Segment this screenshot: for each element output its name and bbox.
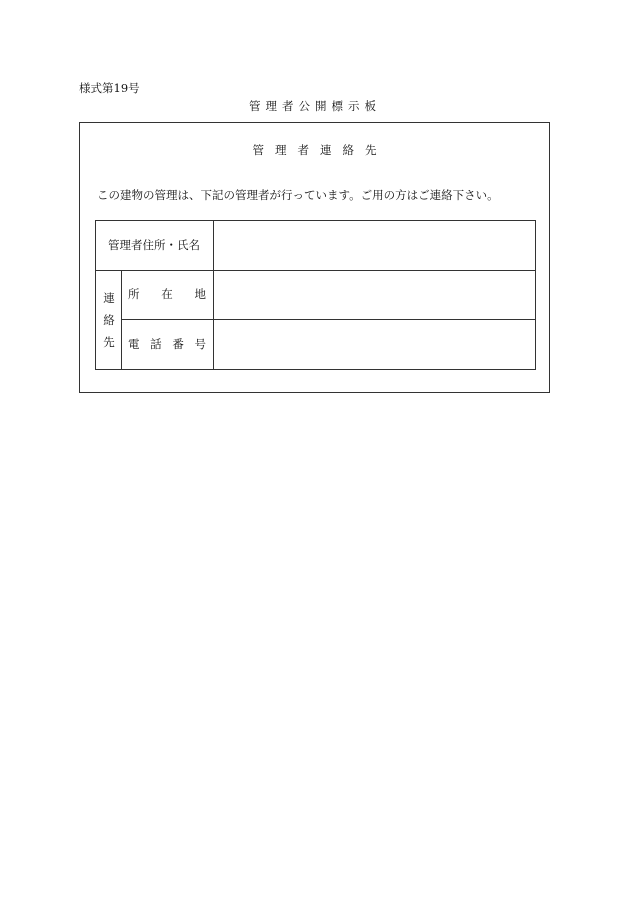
contact-label-char: 先 [103, 334, 115, 349]
notice-board-frame [79, 122, 550, 393]
location-label [128, 287, 206, 301]
location-label-char: 在 [161, 287, 173, 301]
row-divider-manager [96, 270, 535, 271]
sign-heading: 管理者連絡先 [252, 143, 388, 157]
phone-label-char: 番 [172, 337, 184, 351]
manager-info-table [95, 220, 536, 370]
location-label-char: 所 [128, 287, 140, 301]
contact-label [96, 270, 122, 369]
column-divider-value [213, 221, 214, 369]
notice-text: この建物の管理は、下記の管理者が行っています。ご用の方はご連絡下さい。 [97, 188, 499, 202]
phone-label-char: 話 [150, 337, 162, 351]
phone-number-label [128, 337, 206, 351]
phone-label-char: 号 [194, 337, 206, 351]
row-divider-address [122, 319, 535, 320]
board-title: 管理者公開標示板 [249, 99, 381, 113]
form-number: 様式第19号 [79, 81, 140, 95]
contact-label-char: 絡 [103, 312, 115, 327]
contact-label-char: 連 [103, 290, 115, 305]
manager-address-name-label: 管理者住所・氏名 [108, 238, 200, 252]
location-label-char: 地 [194, 287, 206, 301]
phone-label-char: 電 [128, 337, 140, 351]
